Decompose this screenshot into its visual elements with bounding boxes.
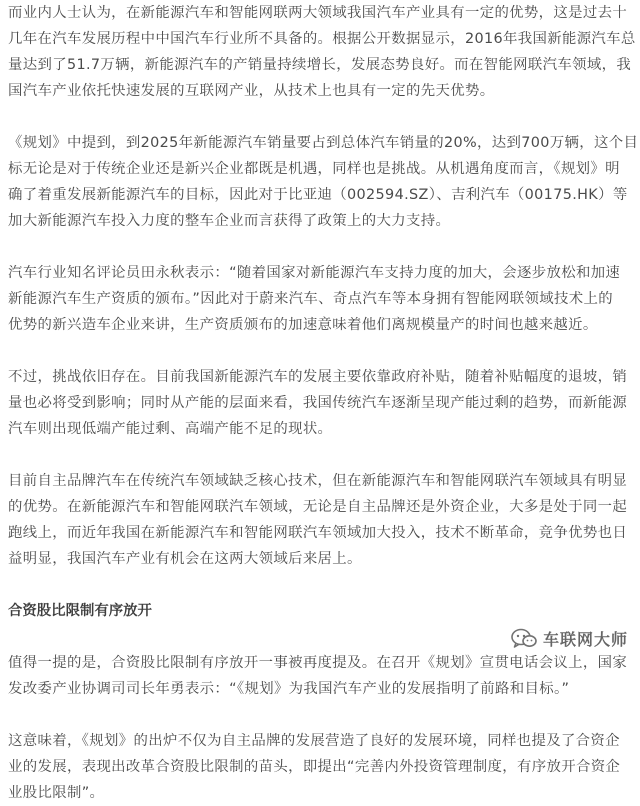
paragraph-6 <box>8 650 632 702</box>
section-heading: 合资股比限制有序放开 <box>8 603 152 619</box>
paragraph-gap <box>8 702 632 728</box>
paragraph-2 <box>8 130 639 234</box>
paragraph-line: 跑线上，而近年我国在新能源汽车和智能网联汽车领域加大投入，技术不断革命，竞争优势也日 <box>8 525 628 541</box>
paragraph-gap <box>8 572 632 598</box>
paragraph-line: 汽车行业知名评论员田永秋表示：“随着国家对新能源汽车支持力度的加大，会逐步放松和加速 <box>8 265 621 281</box>
article-body <box>8 0 639 806</box>
paragraph-line: 目前自主品牌汽车在传统汽车领域缺乏核心技术，但在新能源汽车和智能网联汽车领域具有明显 <box>8 473 628 489</box>
paragraph-line: 不过，挑战依旧存在。目前我国新能源汽车的发展主要依靠政府补贴，随着补贴幅度的退坡，销 <box>8 369 628 385</box>
paragraph-gap <box>8 338 632 364</box>
paragraph-line: 的优势。在新能源汽车和智能网联汽车领域，无论是自主品牌还是外资企业，大多是处于同一起 <box>8 499 628 515</box>
paragraph-line: 发改委产业协调司司长年勇表示：“《规划》为我国汽车产业的发展指明了前路和目标。” <box>8 681 570 697</box>
paragraph-gap <box>8 104 632 130</box>
paragraph-line: 业的发展，表现出改革合资股比限制的苗头，即提出“完善内外投资管理制度，有序放开合资企 <box>8 759 621 775</box>
paragraph-4 <box>8 364 632 442</box>
paragraph-line: 标无论是对于传统企业还是新兴企业都既是机遇，同样也是挑战。从机遇角度而言，《规划》明 <box>8 161 620 177</box>
paragraph-line: 这意味着，《规划》的出炉不仅为自主品牌的发展营造了良好的发展环境，同样也提及了合资企 <box>8 733 620 749</box>
wechat-icon <box>511 628 537 650</box>
paragraph-gap <box>8 442 632 468</box>
paragraph-line: 汽车则出现低端产能过剩、高端产能不足的现状。 <box>8 421 333 437</box>
paragraph-3 <box>8 260 632 338</box>
paragraph-line: 量达到了51.7万辆，新能源汽车的产销量持续增长，发展态势良好。而在智能网联汽车领域，我 <box>8 57 632 73</box>
paragraph-line: 优势的新兴造车企业来讲，生产资质颁布的加速意味着他们离规模量产的时间也越来越近。 <box>8 317 598 333</box>
wechat-watermark <box>511 627 628 650</box>
paragraph-line: 而业内人士认为，在新能源汽车和智能网联两大领域我国汽车产业具有一定的优势，这是过去十 <box>8 5 628 21</box>
paragraph-line: 新能源汽车生产资质的颁布。”因此对于蔚来汽车、奇点汽车等本身拥有智能网联领域技术上的 <box>8 291 613 307</box>
paragraph-7 <box>8 728 632 806</box>
paragraph-1 <box>8 0 636 104</box>
paragraph-line: 值得一提的是，合资股比限制有序放开一事被再度提及。在召开《规划》宣贯电话会议上，国家 <box>8 655 628 671</box>
paragraph-line: 确了着重发展新能源汽车的目标，因此对于比亚迪（002594.SZ）、吉利汽车（00175.HK）等 <box>8 187 628 203</box>
paragraph-line: 加大新能源汽车投入力度的整车企业而言获得了政策上的大力支持。 <box>8 213 451 229</box>
paragraph-line: 国汽车产业依托快速发展的互联网产业，从技术上也具有一定的先天优势。 <box>8 83 495 99</box>
watermark-text: 车联网大师 <box>542 630 628 649</box>
paragraph-line: 《规划》中提到，到2025年新能源汽车销量要占到总体汽车销量的20%，达到700万辆，这个目 <box>8 135 639 151</box>
paragraph-line: 几年在汽车发展历程中中国汽车行业所不具备的。根据公开数据显示，2016年我国新能源汽车总 <box>8 31 636 47</box>
paragraph-gap <box>8 234 632 260</box>
paragraph-line: 量也必将受到影响；同时从产能的层面来看，我国传统汽车逐渐呈现产能过剩的趋势，而新能源 <box>8 395 628 411</box>
paragraph-line: 业股比限制”。 <box>8 785 105 801</box>
paragraph-line: 益明显，我国汽车产业有机会在这两大领域后来居上。 <box>8 551 362 567</box>
paragraph-5 <box>8 468 632 572</box>
